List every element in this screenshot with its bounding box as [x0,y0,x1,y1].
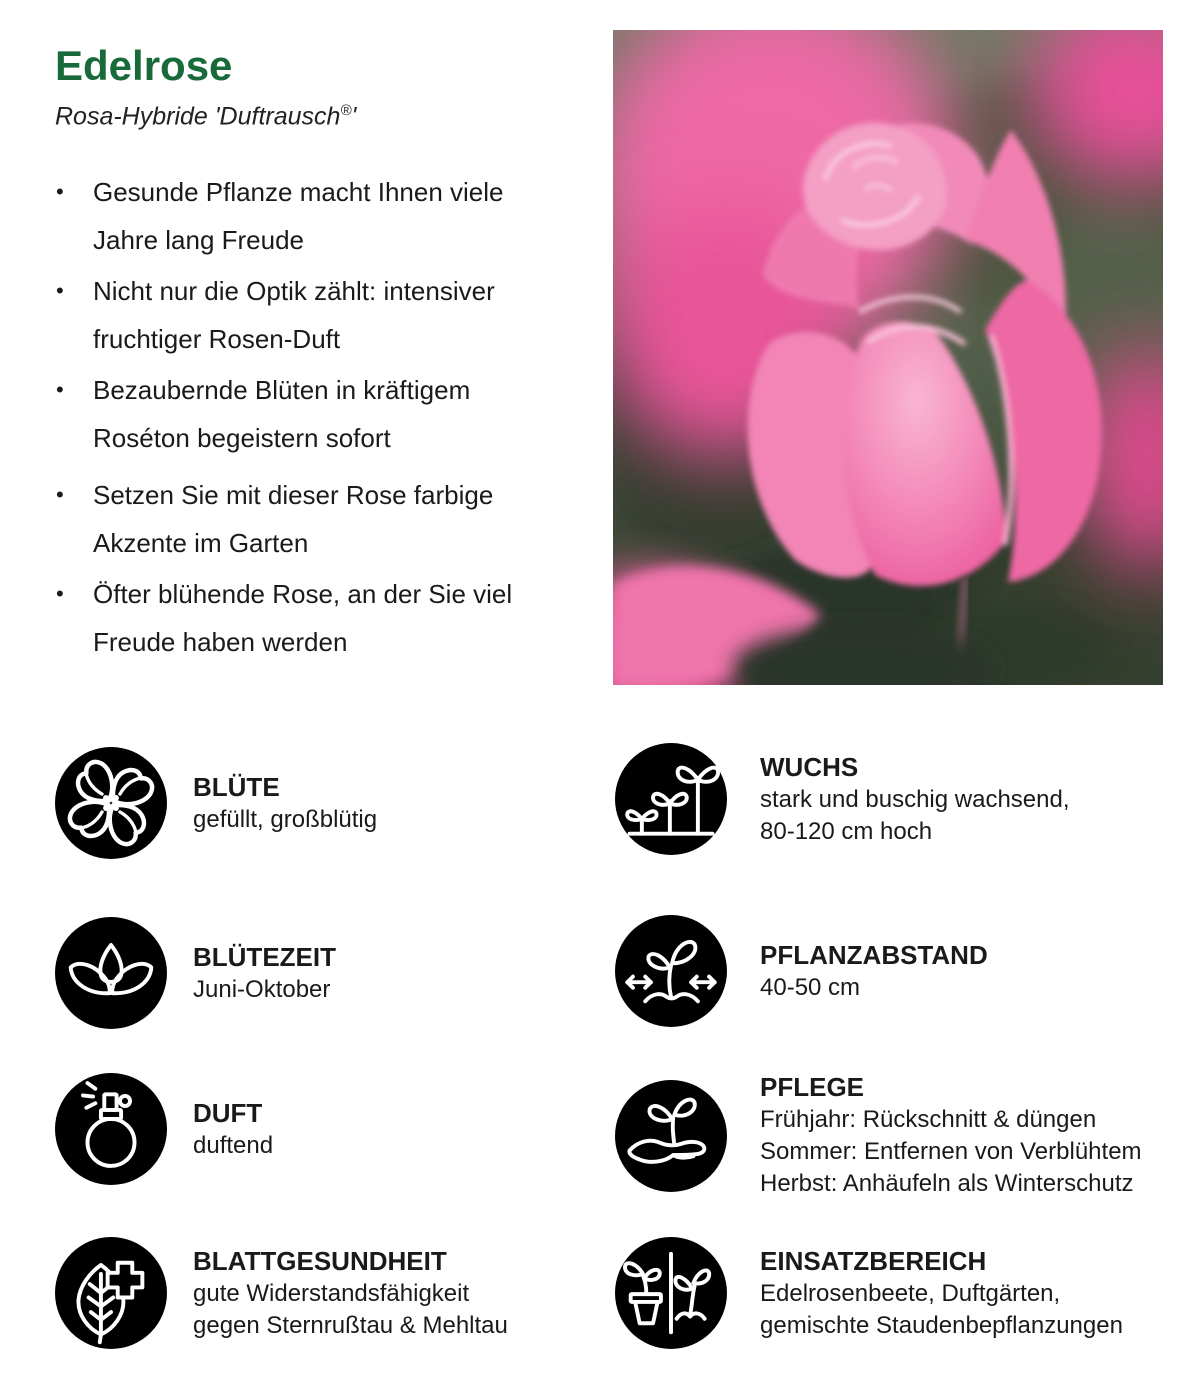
feature-title: BLATTGESUNDHEIT [193,1245,447,1276]
list-item-line: Nicht nur die Optik zählt: intensiver [93,276,495,306]
perfume-bottle-icon [55,1073,167,1185]
botanical-name-quote: ' [351,102,357,131]
feature-description: gegen Sternrußtau & Mehltau [193,1311,508,1339]
feature-title: BLÜTEZEIT [193,941,336,972]
feature-description: gute Widerstandsfähigkeit [193,1279,470,1307]
feature-description: 40-50 cm [760,973,861,1001]
feature-description: Herbst: Anhäufeln als Winterschutz [760,1170,1134,1197]
bullet-icon: • [56,377,64,402]
feature-title: BLÜTE [193,771,280,802]
hand-plant-icon [615,1080,727,1192]
bullet-icon: • [56,482,64,507]
feature-description: 80-120 cm hoch [760,817,933,845]
feature-description: Sommer: Entfernen von Verblühtem [760,1138,1142,1165]
botanical-name [55,102,356,131]
feature-row-pflege [615,1071,1142,1200]
feature-title: PFLEGE [760,1072,865,1102]
botanical-name-text: Rosa-Hybride 'Duftrausch [55,102,341,131]
list-item-line: Jahre lang Freude [93,225,305,255]
feature-description: stark und buschig wachsend, [760,785,1070,813]
feature-description: gemischte Staudenbepflanzungen [760,1311,1123,1339]
list-item [53,366,573,462]
leaf-health-icon [55,1237,167,1349]
list-item [53,570,573,666]
feature-description: Frühjahr: Rückschnitt & düngen [760,1106,1097,1133]
feature-row-blattgesundheit [55,1237,508,1349]
list-item [53,267,573,363]
page-title: Edelrose [55,42,233,89]
list-item-line: Freude haben werden [93,627,348,657]
feature-description: gefüllt, großblütig [193,805,378,833]
plant-spacing-icon [615,915,727,1027]
feature-row-duft [55,1073,273,1185]
bullet-icon: • [56,581,64,606]
feature-description: Edelrosenbeete, Duftgärten, [760,1279,1061,1307]
feature-title: WUCHS [760,751,859,782]
list-item-line: fruchtiger Rosen-Duft [93,324,341,354]
feature-row-wuchs [615,743,1070,855]
bullet-icon: • [56,278,64,303]
feature-title: DUFT [193,1097,263,1128]
bullet-icon: • [56,179,64,204]
list-item-line: Roséton begeistern sofort [93,423,391,453]
list-item-line: Akzente im Garten [93,528,309,558]
feature-row-bluete [55,747,377,859]
rose-photo [613,30,1163,685]
list-item [53,168,573,264]
feature-description: duftend [193,1131,274,1159]
feature-row-einsatzbereich [615,1237,1123,1349]
feature-row-bluetezeit [55,917,336,1029]
list-item-line: Setzen Sie mit dieser Rose farbige [93,480,494,510]
feature-row-pflanzabstand [615,915,988,1027]
feature-title: PFLANZABSTAND [760,939,988,970]
flower-icon [55,747,167,859]
potted-plant-icon [615,1237,727,1349]
list-item-line: Gesunde Pflanze macht Ihnen viele [93,177,504,207]
feature-title: EINSATZBEREICH [760,1245,987,1276]
list-item-line: Öfter blühende Rose, an der Sie viel [93,579,513,609]
list-item-line: Bezaubernde Blüten in kräftigem [93,375,471,405]
growth-icon [615,743,727,855]
selling-points-list [53,168,573,669]
rose-photo-illustration [613,30,1163,685]
feature-description: Juni-Oktober [193,975,331,1003]
registered-trademark-symbol: ® [340,102,352,119]
lotus-icon [55,917,167,1029]
list-item [53,471,573,567]
